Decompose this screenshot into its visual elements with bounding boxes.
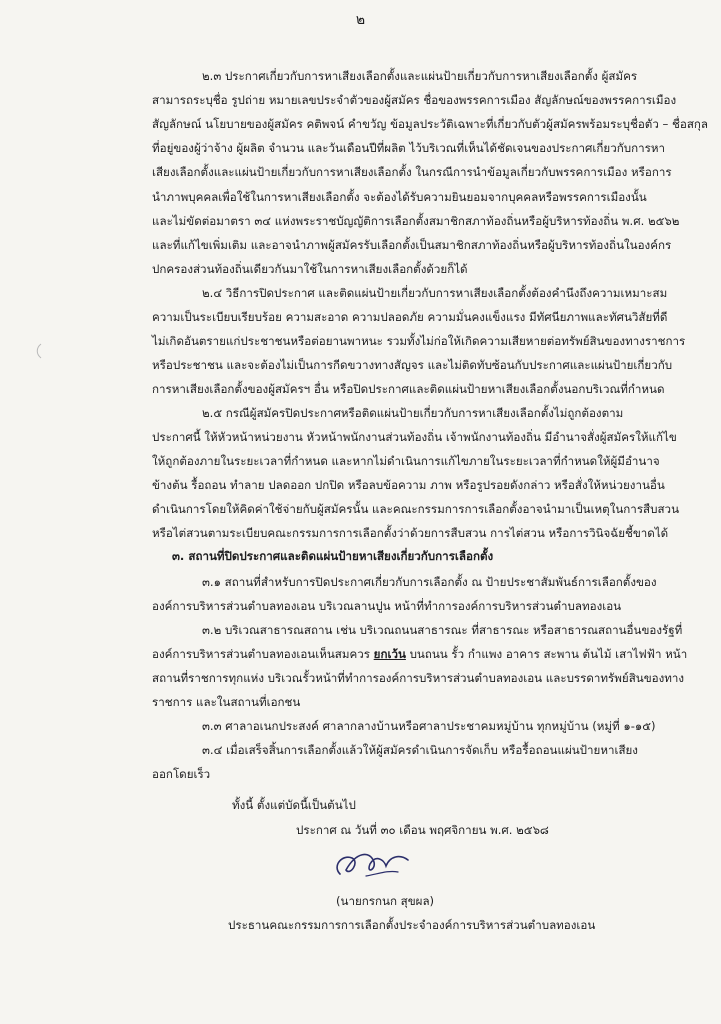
paragraph-line: หรือไต่สวนตามระเบียบคณะกรรมการการเลือกตั้งว่าด้วยการสืบสวน การไต่สวน หรือการวินิจฉัยชี้ขาดได้ <box>152 526 669 540</box>
emphasis-text: ยกเว้น <box>373 647 406 661</box>
paragraph-line: ราชการ และในสถานที่เอกชน <box>152 695 301 709</box>
paragraph-line: องค์การบริหารส่วนตำบลทองเอน บริเวณลานปูน หน้าที่ทำการองค์การบริหารส่วนตำบลทองเอน <box>152 599 622 613</box>
paragraph-line: และไม่ขัดต่อมาตรา ๓๔ แห่งพระราชบัญญัติการเลือกตั้งสมาชิกสภาท้องถิ่นหรือผู้บริหารท้องถิ่น พ.ศ. ๒๕๖๒ <box>152 214 680 228</box>
paragraph-line: ๓.๓ ศาลาอเนกประสงค์ ศาลากลางบ้านหรือศาลาประชาคมหมู่บ้าน ทุกหมู่บ้าน (หมู่ที่ ๑-๑๕) <box>202 719 656 733</box>
paragraph-line: ออกโดยเร็ว <box>152 767 211 781</box>
text-span: องค์การบริหารส่วนตำบลทองเอนเห็นสมควร <box>152 647 370 661</box>
paragraph-line: ๓.๔ เมื่อเสร็จสิ้นการเลือกตั้งแล้วให้ผู้สมัครดำเนินการจัดเก็บ หรือรื้อถอนแผ่นป้ายหาเสียง <box>202 743 638 757</box>
closing-statement: ทั้งนี้ ตั้งแต่บัดนี้เป็นต้นไป <box>232 798 356 812</box>
section-heading: ๓. สถานที่ปิดประกาศและติดแผ่นป้ายหาเสียงเกี่ยวกับการเลือกตั้ง <box>172 549 494 563</box>
paragraph-line: ปกครองส่วนท้องถิ่นเดียวกันมาใช้ในการหาเสียงเลือกตั้งด้วยก็ได้ <box>152 262 468 276</box>
paragraph-line: ๒.๕ กรณีผู้สมัครปิดประกาศหรือติดแผ่นป้ายเกี่ยวกับการหาเสียงเลือกตั้งไม่ถูกต้องตาม <box>202 406 624 420</box>
paragraph-line: ๒.๔ วิธีการปิดประกาศ และติดแผ่นป้ายเกี่ยวกับการหาเสียงเลือกตั้งต้องคำนึงถึงความเหมาะสม <box>202 286 668 300</box>
paragraph-line: ข้างต้น รื้อถอน ทำลาย ปลดออก ปกปิด หรือลบข้อความ ภาพ หรือรูปรอยดังกล่าว หรือสั่งให้หน่วยงานอื่น <box>152 478 665 492</box>
paragraph-line: นำภาพบุคคลเพื่อใช้ในการหาเสียงเลือกตั้ง จะต้องได้รับความยินยอมจากบุคคลหรือพรรคการเมืองนั้น <box>152 190 647 204</box>
paragraph-line: ประกาศนี้ ให้หัวหน้าหน่วยงาน หัวหน้าพนักงานส่วนท้องถิ่น เจ้าพนักงานท้องถิ่น มีอำนาจสั่งผู้สมัครให้แก้ไข <box>152 430 677 444</box>
paragraph-line: ไม่เกิดอันตรายแก่ประชาชนหรือต่อยานพาหนะ รวมทั้งไม่ก่อให้เกิดความเสียหายต่อทรัพย์สินของทางราชการ <box>152 334 686 348</box>
paragraph-line: หรือประชาชน และจะต้องไม่เป็นการกีดขวางทางสัญจร และไม่ติดทับซ้อนกับประกาศและแผ่นป้ายเกี่ยวกับ <box>152 358 673 372</box>
paragraph-line: และที่แก้ไขเพิ่มเติม และอาจนำภาพผู้สมัครรับเลือกตั้งเป็นสมาชิกสภาท้องถิ่นหรือผู้บริหารท้องถิ่นในองค์กร <box>152 238 672 252</box>
paragraph-line: ที่อยู่ของผู้ว่าจ้าง ผู้ผลิต จำนวน และวันเดือนปีที่ผลิต ไว้บริเวณที่เห็นได้ชัดเจนของประกาศเกี่ยวกับการหา <box>152 141 665 155</box>
paragraph-line: สัญลักษณ์ นโยบายของผู้สมัคร คติพจน์ คำขวัญ ข้อมูลประวัติเฉพาะที่เกี่ยวกับตัวผู้สมัครพร้อมระบุชื่อตัว – ชื่อสกุล <box>152 117 709 131</box>
signatory-title: ประธานคณะกรรมการการเลือกตั้งประจำองค์การบริหารส่วนตำบลทองเอน <box>228 918 596 932</box>
paragraph-line: ให้ถูกต้องภายในระยะเวลาที่กำหนด และหากไม่ดำเนินการแก้ไขภายในระยะเวลาที่กำหนดให้ผู้มีอำนาจ <box>152 454 660 468</box>
page-number: ๒ <box>355 12 366 28</box>
paragraph-line: สถานที่ราชการทุกแห่ง บริเวณรั้วหน้าที่ทำการองค์การบริหารส่วนตำบลทองเอน และบรรดาทรัพย์สินของทาง <box>152 671 685 685</box>
paragraph-line: สามารถระบุชื่อ รูปถ่าย หมายเลขประจำตัวของผู้สมัคร ชื่อของพรรคการเมือง สัญลักษณ์ของพรรคการเมือง <box>152 93 677 107</box>
paragraph-line: ความเป็นระเบียบเรียบร้อย ความสะอาด ความปลอดภัย ความมั่นคงแข็งแรง มีทัศนียภาพและทัศนวิสัยที่ดี <box>152 310 668 324</box>
paragraph-line: ๓.๒ บริเวณสาธารณสถาน เช่น บริเวณถนนสาธารณะ ที่สาธารณะ หรือสาธารณสถานอื่นของรัฐที่ <box>202 623 683 637</box>
paragraph-line <box>152 646 687 662</box>
paragraph-line: ดำเนินการโดยให้คิดค่าใช้จ่ายกับผู้สมัครนั้น และคณะกรรมการการเลือกตั้งอาจนำมาเป็นเหตุในการสืบสวน <box>152 502 679 516</box>
paragraph-line: ๒.๓ ประกาศเกี่ยวกับการหาเสียงเลือกตั้งและแผ่นป้ายเกี่ยวกับการหาเสียงเลือกตั้ง ผู้สมัคร <box>202 69 638 83</box>
paragraph-line: เสียงเลือกตั้งและแผ่นป้ายเกี่ยวกับการหาเสียงเลือกตั้ง ในกรณีการนำข้อมูลเกี่ยวกับพรรคการเมือง หรือการ <box>152 165 672 179</box>
paragraph-line: การหาเสียงเลือกตั้งของผู้สมัครฯ อื่น หรือปิดประกาศและติดแผ่นป้ายหาเสียงเลือกตั้งนอกบริเวณที่กำหนด <box>152 382 665 396</box>
signature-image <box>326 840 416 890</box>
scan-mark <box>34 342 44 360</box>
text-span: บนถนน รั้ว กำแพง อาคาร สะพาน ต้นไม้ เสาไฟฟ้า หน้า <box>409 647 688 661</box>
announcement-date: ประกาศ ณ วันที่ ๓๐ เดือน พฤศจิกายน พ.ศ. ๒๕๖๘ <box>296 823 549 837</box>
paragraph-line: ๓.๑ สถานที่สำหรับการปิดประกาศเกี่ยวกับการเลือกตั้ง ณ ป้ายประชาสัมพันธ์การเลือกตั้งของ <box>202 575 657 589</box>
signatory-name: (นายกรกนก สุขผล) <box>336 894 435 908</box>
